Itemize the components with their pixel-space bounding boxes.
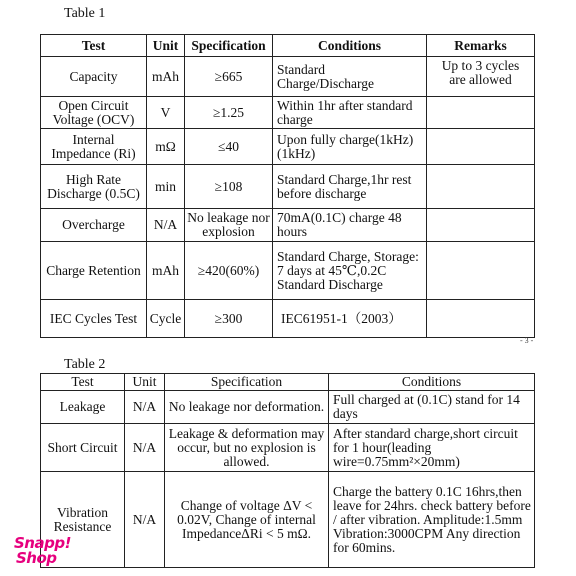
- unit: min: [147, 165, 185, 209]
- table2-caption: Table 2: [64, 357, 106, 372]
- unit: mAh: [147, 242, 185, 300]
- unit: mAh: [147, 57, 185, 97]
- test-name: Open Circuit Voltage (OCV): [41, 97, 147, 129]
- remarks-empty: [427, 209, 535, 242]
- test-name: Capacity: [41, 57, 147, 97]
- table1-header-row: [41, 35, 535, 57]
- header-test: Test: [41, 35, 147, 57]
- table1: [40, 34, 535, 338]
- table-row: [41, 97, 535, 129]
- header-conditions: Conditions: [329, 374, 535, 391]
- conditions: 70mA(0.1C) charge 48 hours: [273, 209, 427, 242]
- conditions: Standard Charge, Storage: 7 days at 45℃,0.2C Standard Discharge: [273, 242, 427, 300]
- header-unit: Unit: [125, 374, 165, 391]
- table-row: [41, 472, 535, 568]
- unit: V: [147, 97, 185, 129]
- unit: N/A: [125, 472, 165, 568]
- table2: [40, 373, 535, 568]
- remarks-empty: [427, 129, 535, 165]
- remarks-empty: [427, 242, 535, 300]
- conditions: Standard Charge/Discharge: [273, 57, 427, 97]
- header-specification: Specification: [185, 35, 273, 57]
- table-row: [41, 424, 535, 472]
- unit: N/A: [147, 209, 185, 242]
- unit: Cycle: [147, 300, 185, 338]
- page-number: - 3 -: [520, 336, 534, 345]
- header-remarks: Remarks: [427, 35, 535, 57]
- remarks-empty: [427, 97, 535, 129]
- header-conditions: Conditions: [273, 35, 427, 57]
- table-row: [41, 242, 535, 300]
- specification: ≥420(60%): [185, 242, 273, 300]
- conditions: After standard charge,short circuit for 1 hour(leading wire=0.75mm²×20mm): [329, 424, 535, 472]
- remarks-empty: [427, 165, 535, 209]
- header-unit: Unit: [147, 35, 185, 57]
- specification: ≥108: [185, 165, 273, 209]
- conditions: Standard Charge,1hr rest before discharge: [273, 165, 427, 209]
- specification: ≤40: [185, 129, 273, 165]
- table2-header-row: [41, 374, 535, 391]
- specification: No leakage nor deformation.: [165, 391, 329, 424]
- test-name: IEC Cycles Test: [41, 300, 147, 338]
- specification: No leakage nor explosion: [185, 209, 273, 242]
- snappshop-watermark-logo: [12, 536, 72, 570]
- specification: ≥1.25: [185, 97, 273, 129]
- remarks-empty: [427, 300, 535, 338]
- test-name: Overcharge: [41, 209, 147, 242]
- table-row: [41, 300, 535, 338]
- specification: Change of voltage ΔV < 0.02V, Change of internal ImpedanceΔRi < 5 mΩ.: [165, 472, 329, 568]
- test-name: Vibration Resistance: [41, 472, 125, 568]
- test-name: Internal Impedance (Ri): [41, 129, 147, 165]
- unit: N/A: [125, 391, 165, 424]
- watermark-line2: Shop: [16, 549, 57, 567]
- unit: mΩ: [147, 129, 185, 165]
- conditions: Charge the battery 0.1C 16hrs,then leave for 24hrs. check battery before / after vibration. Amplitude:1.5mm Vibration:3000CPM Any direction for 60mins.: [329, 472, 535, 568]
- header-specification: Specification: [165, 374, 329, 391]
- specification: Leakage & deformation may occur, but no explosion is allowed.: [165, 424, 329, 472]
- unit: N/A: [125, 424, 165, 472]
- remarks: Up to 3 cycles are allowed: [427, 57, 535, 97]
- test-name: Short Circuit: [41, 424, 125, 472]
- conditions: Upon fully charge(1kHz) (1kHz): [273, 129, 427, 165]
- table-row: [41, 165, 535, 209]
- conditions: Within 1hr after standard charge: [273, 97, 427, 129]
- header-test: Test: [41, 374, 125, 391]
- test-name: High Rate Discharge (0.5C): [41, 165, 147, 209]
- conditions: Full charged at (0.1C) stand for 14 days: [329, 391, 535, 424]
- table-row: [41, 209, 535, 242]
- test-name: Leakage: [41, 391, 125, 424]
- specification: ≥300: [185, 300, 273, 338]
- table1-caption: Table 1: [64, 6, 106, 21]
- conditions: IEC61951-1（2003）: [273, 300, 427, 338]
- specification: ≥665: [185, 57, 273, 97]
- table-row: [41, 57, 535, 97]
- test-name: Charge Retention: [41, 242, 147, 300]
- table-row: [41, 391, 535, 424]
- table-row: [41, 129, 535, 165]
- watermark-line1: Snapp!: [14, 534, 71, 552]
